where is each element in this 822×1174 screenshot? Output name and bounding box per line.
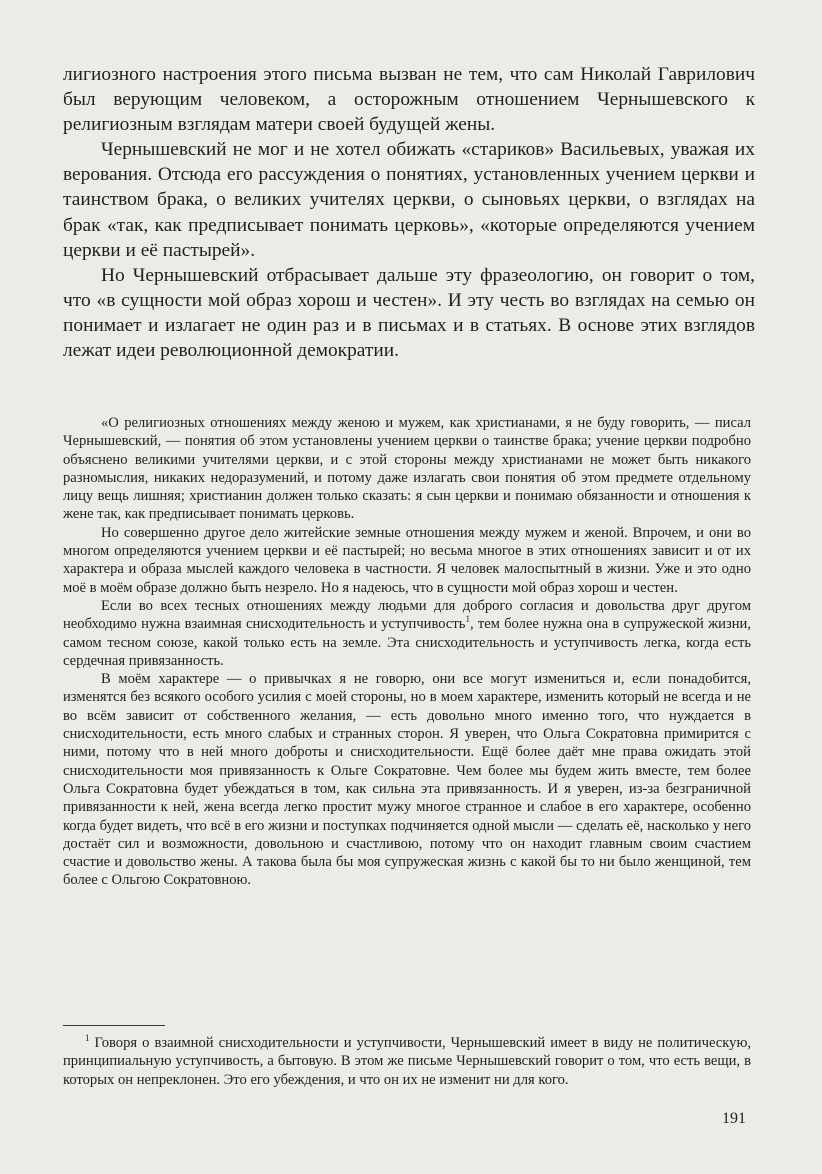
quote-paragraph-2: Но совершенно другое дело житейские земные отношения между мужем и женой. Впрочем, и они во многом определяются учением церкви и её пастырей; но весьма многое в этих отношениях зависит и от их характера и образа мыслей каждого человека в частности. Я человек малоспытный в жизни. Уже и это одно моё в моём образе должно быть незрело. Но я надеюсь, что в сущности мой образ хорош и честен. (63, 524, 751, 596)
letter-quotation (63, 414, 751, 890)
quote-paragraph-3 (63, 597, 751, 670)
quote-paragraph-3-start: Если во всех тесных отношениях между людьми для доброго согласия и довольства друг другом необходимо нужна взаимная снисходительность и уступчивость (63, 597, 751, 633)
footnote-reference[interactable]: 1 (465, 614, 470, 625)
footnote-divider (63, 1025, 165, 1026)
quote-paragraph-1: «О религиозных отношениях между женою и мужем, как христианами, я не буду говорить, — писал Чернышевский, — понятия об этом установлены учением церкви о таинстве брака; учение церкви подробно объяснено великими учителями церкви, и с этой стороны между христианами не может быть никакого разномыслия, никаких недоразумений, и потому даже излагать свои понятия об этом предмете отдельному лицу вещь лишняя; христианин должен только сказать: я сын церкви и понимаю обязанности и отношения к жене так, как предписывает понимать церковь. (63, 415, 751, 523)
quote-paragraph-4: В моём характере — о привычках я не говорю, они все могут измениться и, если понадобится, изменятся без всякого особого усилия с моей стороны, но в моем характере, изменить который не всегда и не во всём зависит от собственного желания, — есть довольно много именно того, что нуждается в снисходительности, есть много слабых и странных сторон. Я уверен, что Ольга Сократовна примирится с ними, потому что в ней много доброты и снисходительности. Ещё более даёт мне права ожидать этой снисходительности моя привязанность к Ольге Сократовне. Чем более мы будем жить вместе, тем более Ольга Сократовна будет убеждаться в том, как сильна эта привязанность. И я уверен, из-за безграничной привязанности к ней, жена всегда легко простит мужу многое странное и слабое в его характере, особенно когда будет видеть, что всё в его жизни и поступках подчиняется одной мысли — сделать её, насколько у него достаёт сил и возможности, довольною и счастливою, потому что он находит главным своим счастием счастие и довольство жены. А такова была бы моя супружеская жизнь с какой бы то ни было женщиной, тем более с Ольгою Сократовною. (63, 671, 751, 889)
footnote (63, 1034, 751, 1089)
paragraph-2: Чернышевский не мог и не хотел обижать «стариков» Васильевых, уважая их верования. Отсюда его рассуждения о понятиях, установленных учением церкви и таинством брака, о великих учителях церкви, о сыновьях церкви, о взглядах на брак «так, как предписывает понимать церковь», «которые определяются учением церкви и её пастырей». (63, 139, 755, 261)
footnote-text: Говоря о взаимной снисходительности и уступчивости, Чернышевский имеет в виду не политическую, принципиальную уступчивость, а бытовую. В этом же письме Чернышевский говорит о том, что есть вещи, в которых он непреклонен. Это его убеждения, и что он их не изменит ни для кого. (63, 1035, 751, 1088)
footnote-text-line (63, 1034, 751, 1089)
paragraph-3: Но Чернышевский отбрасывает дальше эту фразеологию, он говорит о том, что «в сущности мой образ хорош и честен». И эту честь во взглядах на семью он понимает и излагает не один раз и в письмах и в статьях. В основе этих взглядов лежат идеи революционной демократии. (63, 264, 755, 362)
quote-paragraph-3-end: , тем более нужна она в супружеской жизни, самом тесном союзе, какой только есть на земле. Эта снисходительность и уступчивость легка, когда есть сердечная привязанность. (63, 616, 751, 669)
footnote-marker: 1 (85, 1033, 90, 1044)
main-text-block (63, 62, 755, 363)
page-number: 191 (722, 1110, 746, 1127)
paragraph-1: лигиозного настроения этого письма вызван не тем, что сам Николай Гаврилович был верующим человеком, а осторожным отношением Чернышевского к религиозным взглядам матери своей будущей жены. (63, 64, 755, 136)
